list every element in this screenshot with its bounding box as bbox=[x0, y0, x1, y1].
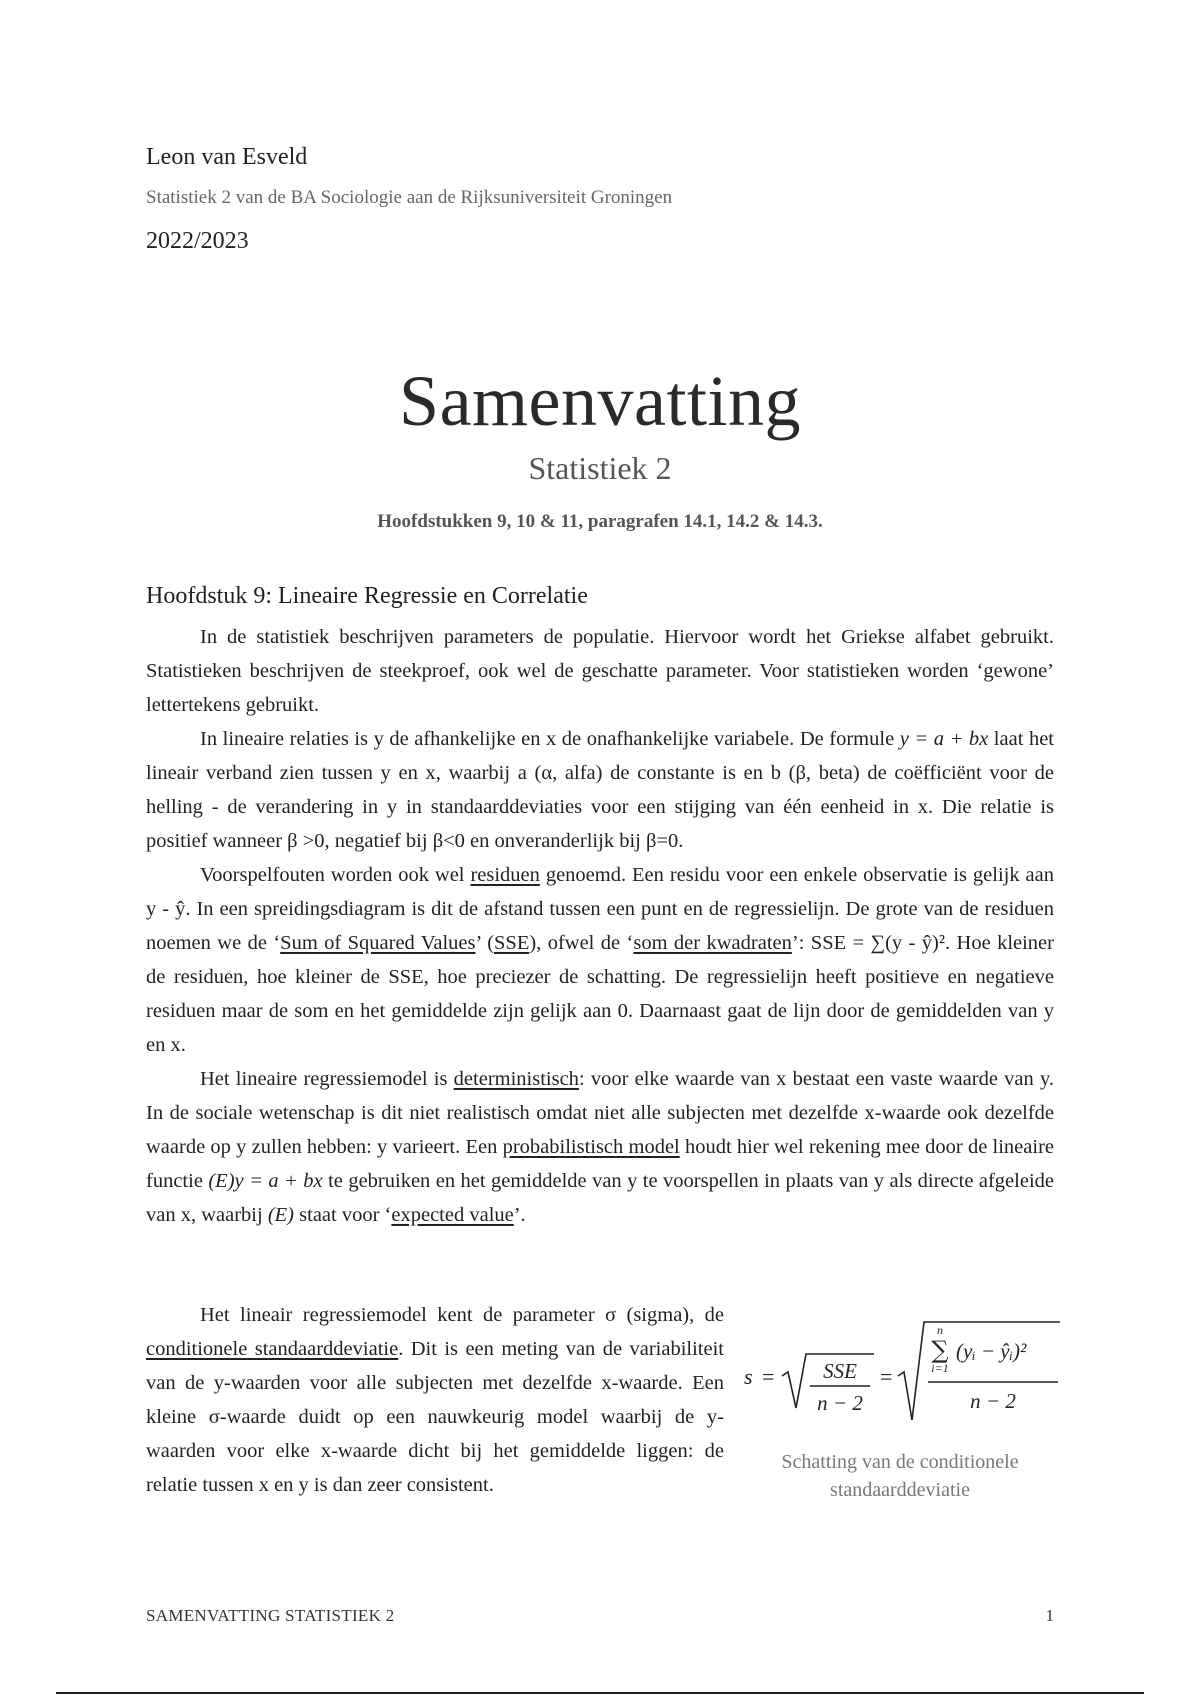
formula-denominator-1: n − 2 bbox=[817, 1391, 863, 1415]
paragraph-3: Voorspelfouten worden ook wel residuen genoemd. Een residu voor een enkele observatie is gelijk aan y - ŷ. In een spreidingsdiagram is dit de afstand tussen een punt en de regressielijn. De grote van de residuen noemen we de ‘Sum of Squared Values’ (SSE), ofwel de ‘som der kwadraten’: SSE = ∑(y - ŷ)². Hoe kleiner de residuen, hoe kleiner de SSE, hoe preciezer de schatting. De regressielijn heeft positieve en negatieve residuen maar de som en het gemiddelde zijn gelijk aan 0. Daarnaast gaat de lijn door de gemiddelden van y en x. bbox=[146, 864, 1054, 1056]
linear-formula: y = a + bx bbox=[899, 728, 989, 750]
academic-year: 2022/2023 bbox=[146, 228, 249, 254]
expected-symbol: (E) bbox=[267, 1204, 295, 1226]
course-description: Statistiek 2 van de BA Sociologie aan de Rijksuniversiteit Groningen bbox=[146, 187, 673, 208]
section-body bbox=[146, 620, 1054, 1232]
paragraph-5: Het lineair regressiemodel kent de parameter σ (sigma), de conditionele standaarddeviatie. Dit is een meting van de variabiliteit van de y-waarden voor alle subjecten met dezelfde x-waarde. Een kleine σ-waarde duidt op een nauwkeurig model waarbij de y-waarden voor elke x-waarde dicht bij het gemiddelde liggen: de relatie tussen x en y is dan zeer consistent. bbox=[146, 1304, 724, 1496]
formula-lhs: s bbox=[744, 1364, 753, 1389]
paragraph-4: Het lineaire regressiemodel is deterministisch: voor elke waarde van x bestaat een vaste waarde van y. In de sociale wetenschap is dit niet realistisch omdat niet alle subjecten met dezelfde x-waarde ook dezelfde waarde op y zullen hebben: y varieert. Een probabilistisch model houdt hier wel rekening mee door de lineaire functie (E)y = a + bx te gebruiken en het gemiddelde van y te voorspellen in plaats van y als directe afgeleide van x, waarbij (E) staat voor ‘expected value’. bbox=[146, 1068, 1055, 1226]
running-title: SAMENVATTING STATISTIEK 2 bbox=[146, 1606, 395, 1625]
term-expected-value: expected value bbox=[391, 1204, 514, 1226]
sum-icon: ∑ bbox=[931, 1336, 949, 1364]
sum-upper-limit: n bbox=[937, 1323, 943, 1337]
document-subtitle: Statistiek 2 bbox=[528, 450, 672, 486]
conditional-sd-formula bbox=[742, 1316, 1062, 1426]
term-conditionele-standaarddeviatie: conditionele standaarddeviatie bbox=[146, 1338, 399, 1360]
formula-eq-1: = bbox=[762, 1364, 775, 1389]
formula-eq-2: = bbox=[880, 1364, 893, 1389]
term-sse: SSE bbox=[494, 932, 530, 954]
term-sum-of-squared-values: Sum of Squared Values bbox=[280, 932, 476, 954]
expected-formula: (E)y = a + bx bbox=[208, 1170, 323, 1192]
paragraph-1: In de statistiek beschrijven parameters de populatie. Hiervoor wordt het Griekse alfabet gebruikt. Statistieken beschrijven de steekproef, ook wel de geschatte parameter. Voor statistieken worden ‘gewone’ lettertekens gebruikt. bbox=[146, 626, 1054, 716]
formula-numerator-1: SSE bbox=[823, 1359, 857, 1383]
term-deterministisch: deterministisch bbox=[453, 1068, 579, 1090]
paragraph-2: In lineaire relaties is y de afhankelijke en x de onafhankelijke variabele. De formule y = a + bx laat het lineair verband zien tussen y en x, waarbij a (α, alfa) de constante is en b (β, beta) de coëfficiënt voor de helling - de verandering in y in standaarddeviaties voor een stijging van één eenheid in x. Die relatie is positief wanneer β >0, negatief bij β<0 en onveranderlijk bij β=0. bbox=[146, 728, 1054, 852]
bottom-divider bbox=[56, 1692, 1144, 1694]
section-heading: Hoofdstuk 9: Lineaire Regressie en Correlatie bbox=[146, 583, 588, 609]
page-number: 1 bbox=[1045, 1606, 1054, 1625]
formula-denominator-2: n − 2 bbox=[970, 1389, 1016, 1413]
sigma-section bbox=[146, 1298, 1054, 1538]
term-som-der-kwadraten: som der kwadraten bbox=[633, 932, 792, 954]
chapters-covered: Hoofdstukken 9, 10 & 11, paragrafen 14.1, 14.2 & 14.3. bbox=[377, 511, 823, 532]
sum-lower-limit: i=1 bbox=[931, 1361, 949, 1375]
term-residuen: residuen bbox=[470, 864, 540, 886]
formula-numerator-2: (yᵢ − ŷᵢ)² bbox=[956, 1339, 1027, 1363]
formula-caption: Schatting van de conditionele standaarddeviatie bbox=[781, 1451, 1019, 1501]
document-title: Samenvatting bbox=[399, 361, 801, 441]
term-probabilistisch-model: probabilistisch model bbox=[502, 1136, 680, 1158]
author-name: Leon van Esveld bbox=[146, 144, 308, 170]
